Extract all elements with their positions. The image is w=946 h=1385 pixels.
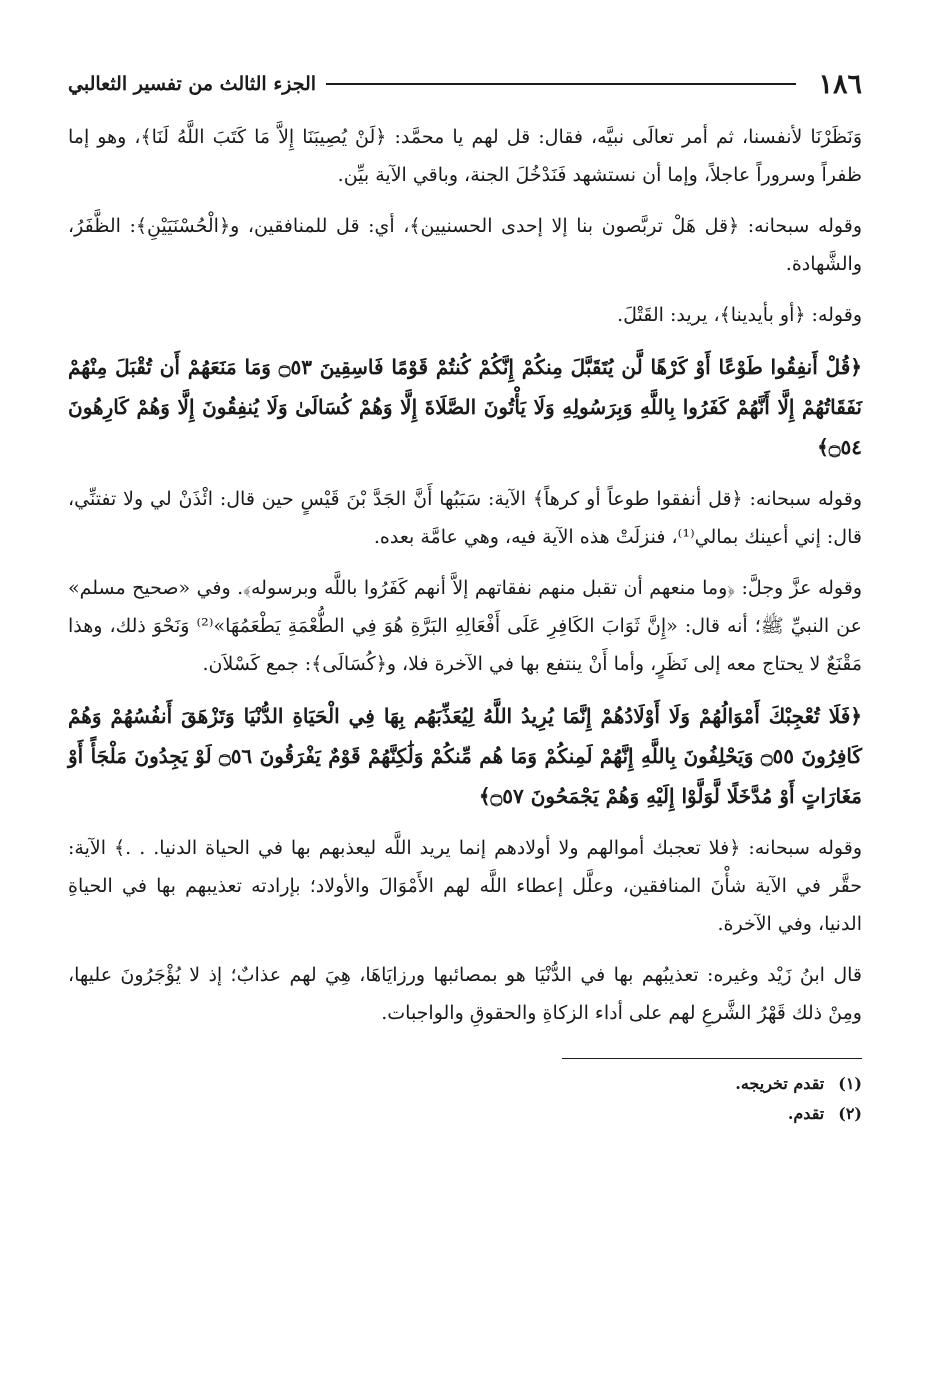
- paragraph: وقوله سبحانه: ﴿قل هَلْ تربَّصون بنا إلا إحدى الحسنيين﴾، أي: قل للمنافقين، و﴿الْحُسْنَيَيْنِ﴾: الظَّفَرُ، والشَّهادة.: [68, 215, 862, 275]
- footnote-rule: [562, 1058, 862, 1059]
- paragraph: وقوله عزَّ وجلَّ: ﴿وما منعهم أن تقبل منهم نفقاتهم إلاَّ أنهم كَفَرُوا باللَّه وبرسوله﴾. وفي «صحيح مسلم» عن النبيِّ ﷺ؛ أنه قال: «إِنَّ ثَوَابَ الكَافِرِ عَلَى أَفْعَالِهِ البَرَّةِ هُوَ فِي الطُّعْمَةِ يَطْعَمُهَا»⁽²⁾ وَنَحْوَ ذلك، وهذا مَقْنَعٌ لا يحتاج معه إلى نَظَرٍ، وأما أَنْ ينتفع بها في الآخرة فلا، و﴿كُسَالَى﴾: جمع كَسْلاَن.: [68, 577, 862, 675]
- paragraph: وَنَظَرْنَا لأنفسنا، ثم أمر تعالَى نبيَّه، فقال: قل لهم يا محمَّد: ﴿لَنْ يُصِيبَنَا إِلاَّ مَا كَتَبَ اللَّهُ لَنَا﴾، وهو إما ظفراً وسروراً عاجلاً، وإما أن نستشهد فَنَدْخُلَ الجنة، وباقي الآية بيِّن.: [68, 126, 862, 186]
- paragraph: وقوله سبحانه: ﴿فلا تعجبك أموالهم ولا أولادهم إنما يريد اللَّه ليعذبهم بها في الحياة الدنيا. . .﴾ الآية: حقَّر في الآية شأْنَ المنافقين، وعلَّل إعطاء اللَّه لهم الأَمْوَالَ والأولاد؛ بإرادته تعذيبهم بها في الحياةِ الدنيا، وفي الآخرة.: [68, 837, 862, 935]
- footnote: [68, 1069, 862, 1099]
- paragraph: قال ابنُ زَيْد وغيره: تعذيبُهم بها في الدُّنْيَا هو بمصائبها ورزايَاهَا، هِيَ لهم عذابٌ؛ إذ لا يُؤْجَرُونَ عليها، ومِنْ ذلك قَهْرُ الشَّرعِ لهم على أداء الزكاةِ والحقوقِ والواجبات.: [68, 964, 862, 1024]
- body-text: [68, 118, 862, 1032]
- footnote-marker: (٢): [838, 1104, 862, 1123]
- page-number: ١٨٦: [818, 68, 862, 100]
- footnotes: [68, 1069, 862, 1129]
- running-header: [68, 64, 862, 104]
- footnote-marker: (١): [838, 1074, 862, 1093]
- footnote-text: تقدم.: [787, 1104, 825, 1123]
- header-rule: [326, 83, 796, 85]
- quran-verse-block: ﴿فَلَا تُعْجِبْكَ أَمْوَالُهُمْ وَلَا أَوْلَادُهُمْ إِنَّمَا يُرِيدُ اللَّهُ لِيُعَذِّبَهُم بِهَا فِي الْحَيَاةِ الدُّنْيَا وَتَزْهَقَ أَنفُسُهُمْ وَهُمْ كَافِرُونَ ۝٥٥ وَيَحْلِفُونَ بِاللَّهِ إِنَّهُمْ لَمِنكُمْ وَمَا هُم مِّنكُمْ وَلَٰكِنَّهُمْ قَوْمٌ يَفْرَقُونَ ۝٥٦ لَوْ يَجِدُونَ مَلْجَأً أَوْ مَغَارَاتٍ أَوْ مُدَّخَلًا لَّوَلَّوْا إِلَيْهِ وَهُمْ يَجْمَحُونَ ۝٥٧﴾: [68, 704, 862, 808]
- footnote: [68, 1099, 862, 1129]
- paragraph: وقوله: ﴿أو بأيدينا﴾، يريد: القَتْلَ.: [617, 304, 862, 326]
- header-title: الجزء الثالث من تفسير الثعالبي: [68, 73, 317, 95]
- quran-verse-block: ﴿قُلْ أَنفِقُوا طَوْعًا أَوْ كَرْهًا لَّن يُتَقَبَّلَ مِنكُمْ إِنَّكُمْ كُنتُمْ قَوْمًا فَاسِقِينَ ۝٥٣ وَمَا مَنَعَهُمْ أَن تُقْبَلَ مِنْهُمْ نَفَقَاتُهُمْ إِلَّا أَنَّهُمْ كَفَرُوا بِاللَّهِ وَبِرَسُولِهِ وَلَا يَأْتُونَ الصَّلَاةَ إِلَّا وَهُمْ كُسَالَىٰ وَلَا يُنفِقُونَ إِلَّا وَهُمْ كَارِهُونَ ۝٥٤﴾: [68, 355, 863, 459]
- paragraph: وقوله سبحانه: ﴿قل أنفقوا طوعاً أو كرهاً﴾ الآية: سَبَبُها أَنَّ الجَدَّ بْنَ قَيْسٍ حين قال: ائْذَنْ لي ولا تفتنِّي، قال: إني أعينك بمالي⁽¹⁾، فنزلَتْ هذه الآية فيه، وهي عامَّة بعده.: [68, 488, 862, 548]
- footnote-text: تقدم تخريجه.: [735, 1074, 825, 1093]
